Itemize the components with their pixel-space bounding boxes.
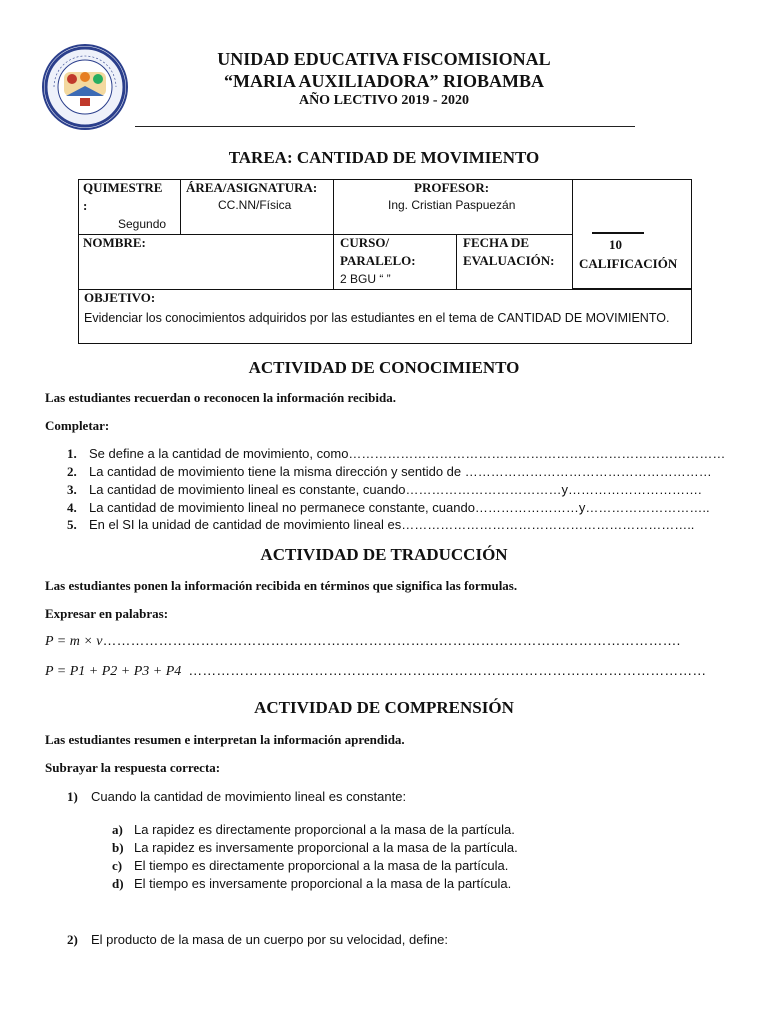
answer-option[interactable]: b) La rapidez es inversamente proporcional a la masa de la partícula. bbox=[112, 840, 518, 855]
formula-momentum bbox=[45, 632, 680, 650]
comprension-intro: Las estudiantes resumen e interpretan la información aprendida. bbox=[45, 732, 405, 747]
section-conocimiento-title: ACTIVIDAD DE CONOCIMIENTO bbox=[248, 358, 520, 377]
school-seal-icon bbox=[44, 46, 126, 128]
school-type-heading: UNIDAD EDUCATIVA FISCOMISIONAL bbox=[217, 49, 551, 69]
section-comprension-title: ACTIVIDAD DE COMPRENSIÓN bbox=[254, 698, 514, 717]
objetivo-text: Evidenciar los conocimientos adquiridos por las estudiantes en el tema de CANTIDAD DE MOVIMIENTO. bbox=[84, 311, 670, 325]
quimestre-colon: : bbox=[83, 198, 88, 213]
list-item: 1. Se define a la cantidad de movimiento, como…………………………………………………………………………… bbox=[67, 446, 726, 461]
comprension-instruction: Subrayar la respuesta correcta: bbox=[45, 760, 221, 775]
area-label: ÁREA/ASIGNATURA: bbox=[186, 180, 318, 195]
school-name-heading: “MARIA AUXILIADORA” RIOBAMBA bbox=[223, 71, 545, 91]
calificacion-label: CALIFICACIÓN bbox=[579, 256, 678, 271]
conocimiento-intro: Las estudiantes recuerdan o reconocen la información recibida. bbox=[45, 390, 396, 405]
conocimiento-instruction: Completar: bbox=[45, 418, 110, 433]
header-divider bbox=[135, 126, 635, 127]
formula-total-momentum-text: P = P1 + P2 + P3 + P4 bbox=[45, 664, 182, 679]
list-item: 3. La cantidad de movimiento lineal es constante, cuando………………………………y…………………………. bbox=[67, 482, 702, 497]
answer-option[interactable]: a) La rapidez es directamente proporcional a la masa de la partícula. bbox=[112, 822, 515, 837]
traduccion-intro: Las estudiantes ponen la información recibida en términos que significa las formulas. bbox=[45, 578, 518, 593]
answer-option[interactable]: d) El tiempo es inversamente proporcional a la masa de la partícula. bbox=[112, 876, 512, 891]
list-item: 2. La cantidad de movimiento tiene la misma dirección y sentido de ………………………………………………… bbox=[67, 464, 712, 479]
formula-total-momentum-dots: ………………………………………………………………………………………………… bbox=[188, 662, 707, 678]
answer-option[interactable]: c) El tiempo es directamente proporcional a la masa de la partícula. bbox=[112, 858, 509, 873]
section-traduccion-title: ACTIVIDAD DE TRADUCCIÓN bbox=[260, 545, 508, 564]
info-table bbox=[78, 179, 692, 344]
curso-label: CURSO/ bbox=[340, 235, 390, 250]
quimestre-label: QUIMESTRE bbox=[83, 180, 163, 195]
school-year-heading: AÑO LECTIVO 2019 - 2020 bbox=[298, 93, 470, 108]
objetivo-label: OBJETIVO: bbox=[84, 290, 156, 305]
calificacion-score: 10 bbox=[609, 237, 622, 252]
question-1: 1) Cuando la cantidad de movimiento lineal es constante: bbox=[67, 789, 407, 804]
nombre-label: NOMBRE: bbox=[83, 235, 146, 250]
cell-calificacion bbox=[572, 179, 692, 289]
traduccion-instruction: Expresar en palabras: bbox=[45, 606, 169, 621]
formula-total-momentum bbox=[45, 662, 706, 680]
quimestre-value: Segundo bbox=[118, 217, 167, 231]
assignment-title: TAREA: CANTIDAD DE MOVIMIENTO bbox=[228, 148, 540, 167]
paralelo-label: PARALELO: bbox=[340, 253, 416, 268]
profesor-value: Ing. Cristian Paspuezán bbox=[388, 198, 516, 212]
evaluacion-label: EVALUACIÓN: bbox=[463, 253, 555, 268]
question-2: 2) El producto de la masa de un cuerpo por su velocidad, define: bbox=[67, 932, 449, 947]
profesor-label: PROFESOR: bbox=[414, 180, 490, 195]
score-line bbox=[592, 232, 644, 234]
curso-value: 2 BGU “ ” bbox=[340, 272, 391, 286]
fecha-label: FECHA DE bbox=[463, 235, 530, 250]
list-item: 5. En el SI la unidad de cantidad de movimiento lineal es………………………………………………………….. bbox=[67, 517, 695, 532]
formula-momentum-dots: ……………………………………………………………………………………………………………. bbox=[102, 632, 681, 648]
list-item: 4. La cantidad de movimiento lineal no permanece constante, cuando……………………y……………………….. bbox=[67, 500, 710, 515]
formula-momentum-text: P = m × v bbox=[45, 634, 103, 649]
area-value: CC.NN/Física bbox=[218, 198, 292, 212]
school-logo bbox=[42, 44, 128, 130]
